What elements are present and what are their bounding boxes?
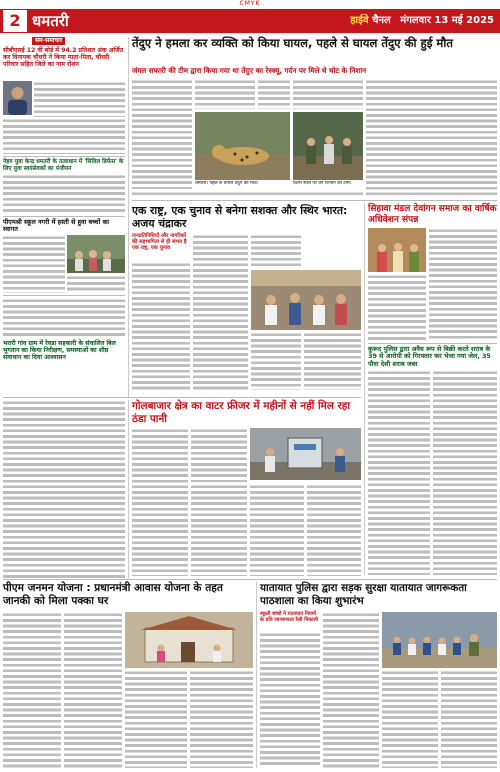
story-vinayak-text (34, 81, 125, 117)
lead-headline: तेंदुए ने हमला कर व्यक्ति को किया घायल, पहले से घायल तेंदुए की हुई मौत (132, 36, 453, 50)
story-pmshri-text-right (67, 275, 125, 293)
traffic-subheadline: स्कूली बच्चों ने यातायात नियमों के प्रति जागरूकता रैली निकाली (260, 611, 319, 623)
masthead (0, 9, 500, 33)
lead-text-right (366, 79, 497, 197)
sihawa-text-right (429, 228, 497, 340)
separator (3, 397, 361, 398)
separator (3, 579, 497, 580)
lead-text-col3-top (258, 79, 290, 109)
traffic-text-col2 (323, 612, 379, 768)
story-bharari-headline: भरारी गांव ग्राम में रेवडा सहकारी के संचालित बिल भुगतान का किया निरीक्षण, समस्याओं का शीघ्र समाधान का दिया आश्वासन (3, 340, 116, 362)
lead-text-col2-top (195, 79, 255, 109)
separator (3, 295, 125, 296)
lead-text-col1 (132, 79, 192, 189)
rashtra-text-col2 (193, 234, 248, 390)
lead-text-col4-top (293, 79, 363, 109)
pmjanman-headline: पीएम जनमन योजना : प्रधानमंत्री आवास योजना के तहत जानकी को मिला पक्का घर (3, 582, 223, 607)
kurud-text-col1 (368, 370, 430, 575)
pmjanman-text-col3 (125, 670, 187, 768)
paper-name-left: हाईवे (350, 15, 369, 26)
page-number: 2 (3, 10, 27, 32)
sihawa-headline: सिहावा मंडल देवांगन समाज का वार्षिक अधिवेशन संपन्न (368, 204, 497, 225)
pm-awas-house-photo (125, 612, 253, 668)
rashtra-text-col3-top (251, 234, 301, 268)
leopard-photo (195, 112, 290, 180)
separator (3, 216, 125, 217)
rashtra-text-col4 (304, 332, 361, 390)
golbazar-headline: गोलबाजार क्षेत्र का वाटर फ्रीजर में महीनों से नहीं मिल रहा ठंडा पानी (132, 400, 351, 425)
story-bharari-intro (3, 298, 125, 338)
kurud-headline: कुरूद पुलिस द्वारा अवैध रूप से बिक्री करते शराब के 39 से आरोपी को गिरफ्तार कर भेजा गया जेल, 35 पौवा देशी शराब जब्त (368, 345, 491, 368)
paper-name-right: चैनल (372, 15, 391, 26)
story-nyk-text (3, 174, 125, 214)
forest-team-caption: घटना स्थल पर वन विभाग की टीम। (293, 181, 352, 186)
traffic-text-col1 (260, 632, 320, 768)
story-pmshri-headline: पीएमश्री स्कूल नगरी में हस्ती से हुवा बच्चों का स्वागत (3, 218, 110, 234)
rashtra-meeting-photo (251, 270, 361, 330)
story-vinayak-headline: सीबीएसई 12 वीं बोर्ड में 94.2 प्रतिशत अंक अर्जित कर विनायक चौधरी ने किया माता-पिता, चौधरी परिवार सहित जिले का नाम रोशन (3, 47, 124, 69)
pmjanman-text-col2 (64, 612, 122, 768)
edition-date: मंगलवार 13 मई 2025 (400, 15, 494, 26)
rashtra-intro: जनप्रतिनिधियों और नागरिकों की सहभागिता से ही संभव है एक राष्ट्र, एक चुनाव (132, 233, 187, 251)
story-nyk-headline: नेहरु युवा केन्द्र धमतरी के तत्वाधान में 'सिविल डिफेंस' के लिए युवा स्वयंसेवकों का पंजीयन (3, 159, 124, 172)
print-registration-mark: CMYK (239, 0, 261, 7)
school-welcome-photo (67, 235, 125, 273)
traffic-text-col3 (382, 670, 438, 768)
forest-team-photo (293, 112, 363, 180)
story-pmshri-text (3, 235, 65, 293)
rashtra-headline: एक राष्ट्र, एक चुनाव से बनेगा सशक्त और स्थिर भारत: अजय चंद्राकर (132, 204, 348, 230)
golbazar-text-col1 (132, 428, 188, 576)
lead-subheadline: जंगल सफारी की टीम द्वारा किया गया था तेंदुए का रेस्क्यू, गर्दन पर मिले थे चोट के निशान (132, 66, 367, 75)
lead-text-bottom (132, 191, 363, 197)
column-rule (128, 37, 129, 397)
leopard-photo-caption: धमतरी। पहले से घायल तेंदुए की मौत। (195, 181, 259, 186)
rashtra-continued-left (3, 400, 125, 578)
student-photo (3, 81, 32, 115)
separator (3, 156, 125, 157)
pmjanman-text-col4 (190, 670, 253, 768)
edition-city: धमतरी (32, 12, 69, 30)
rashtra-text-col3-bottom (251, 332, 301, 390)
traffic-headline: यातायात पुलिस द्वारा सड़क सुरक्षा यातायात जागरूकता पाठशाला का किया शुभारंभ (260, 582, 467, 607)
golbazar-text-col2 (191, 484, 247, 576)
golbazar-text-col2-top (191, 428, 247, 482)
separator (132, 200, 497, 201)
story-vinayak-text-continued (3, 118, 125, 154)
sihawa-text-left (368, 274, 426, 340)
water-freezer-photo (250, 428, 361, 480)
sihawa-event-photo (368, 228, 426, 272)
pmjanman-text-col1 (3, 612, 61, 768)
section-tag: सम-समाचार (32, 37, 65, 45)
column-rule (256, 582, 257, 768)
column-rule (128, 400, 129, 578)
kurud-text-col2 (433, 370, 497, 575)
traffic-school-photo (382, 612, 497, 668)
masthead-right (350, 14, 494, 28)
golbazar-text-col3 (250, 484, 304, 576)
separator (368, 343, 497, 344)
golbazar-text-col4 (307, 484, 361, 576)
rashtra-text-col1 (132, 262, 190, 390)
column-rule (364, 203, 365, 575)
traffic-text-col4 (441, 670, 497, 768)
